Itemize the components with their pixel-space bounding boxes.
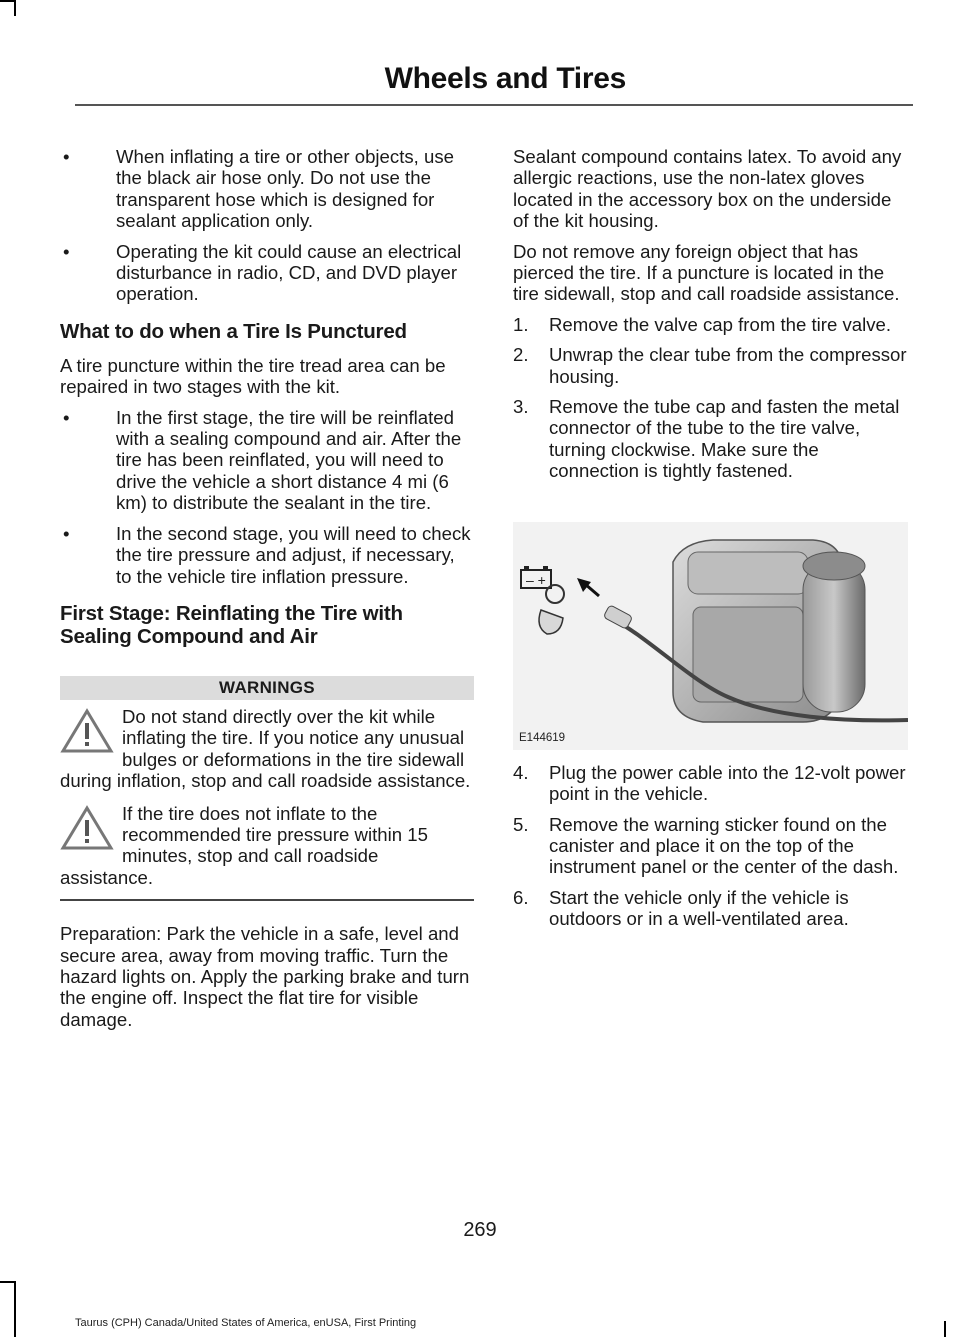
list-item [513, 762, 908, 805]
step-text: Remove the valve cap from the tire valve. [549, 313, 892, 335]
warnings-box [60, 676, 474, 901]
right-column [513, 146, 908, 939]
page-title: Wheels and Tires [384, 62, 626, 95]
crop-mark [944, 1321, 946, 1337]
compressor-illustration [513, 522, 908, 750]
warning-item [60, 803, 474, 889]
figure-code: E144619 [519, 732, 566, 745]
list-item: • When inflating a tire or other objects, use the black air hose only. Do not use the transparent hose which is designed for sealant application only. [60, 146, 474, 232]
section-heading: What to do when a Tire Is Punctured [60, 319, 407, 343]
footer-text: Taurus (CPH) Canada/United States of America, enUSA, First Printing [75, 1317, 417, 1329]
crop-mark [14, 1281, 16, 1337]
list-item [513, 814, 908, 878]
step-number: 4. [513, 761, 529, 783]
paragraph: A tire puncture within the tire tread area can be repaired in two stages with the kit. [60, 354, 446, 398]
left-column [60, 146, 474, 1039]
section-heading: First Stage: Reinflating the Tire with Sealing Compound and Air [60, 601, 403, 648]
header-divider [75, 104, 913, 106]
step-number: 3. [513, 396, 529, 418]
list-item [513, 314, 908, 335]
warnings-divider [60, 899, 474, 901]
list-item: • In the second stage, you will need to check the tire pressure and adjust, if necessary, to the vehicle tire inflation pressure. [60, 523, 474, 587]
step-text: Unwrap the clear tube from the compressor housing. [549, 344, 907, 387]
step-number: 6. [513, 886, 529, 908]
paragraph: Preparation: Park the vehicle in a safe, level and secure area, away from moving traffic. Turn the hazard lights on. Apply the parking brake and turn the engine off. Inspect the flat tire for visible damage. [60, 923, 470, 1030]
step-text: Plug the power cable into the 12-volt power point in the vehicle. [549, 761, 906, 805]
battery-label: – + [526, 571, 546, 588]
step-text: Remove the warning sticker found on the canister and place it on the top of the instrument panel or the center of the dash. [549, 813, 899, 878]
warnings-title: WARNINGS [60, 676, 474, 700]
warning-triangle-icon [60, 805, 114, 851]
paragraph: Do not remove any foreign object that has pierced the tire. If a puncture is located in the tire sidewall, stop and call roadside assistance. [513, 240, 900, 305]
crop-mark [0, 1281, 16, 1283]
numbered-list [513, 314, 908, 482]
warning-item [60, 706, 474, 792]
tire-sealant-compressor-icon [513, 522, 908, 750]
warning-triangle-icon [60, 708, 114, 754]
list-item: • In the first stage, the tire will be reinflated with a sealing compound and air. After the tire has been reinflated, you will need to drive the vehicle a short distance 4 mi (6 km) to distribute the sealant in the tire. [60, 407, 474, 514]
step-text: Remove the tube cap and fasten the metal connector of the tube to the tire valve, turning clockwise. Make sure the connection is tightly fastened. [549, 396, 900, 482]
step-number: 5. [513, 813, 529, 835]
list-item: • Operating the kit could cause an electrical disturbance in radio, CD, and DVD player operation. [60, 241, 474, 305]
page-number: 269 [463, 1219, 497, 1241]
bullet-list [60, 407, 474, 587]
crop-mark [14, 0, 16, 16]
warning-text: Do not stand directly over the kit while inflating the tire. If you notice any unusual bulges or deformations in the tire sidewall during inflation, stop and call roadside assistance. [60, 705, 471, 792]
step-text: Start the vehicle only if the vehicle is outdoors or in a well-ventilated area. [549, 886, 849, 930]
bullet-list [60, 146, 474, 305]
paragraph: Sealant compound contains latex. To avoid any allergic reactions, use the non-latex gloves located in the accessory box on the underside of the kit housing. [513, 146, 902, 232]
step-number: 2. [513, 344, 529, 366]
list-item [513, 344, 908, 387]
warning-text: If the tire does not inflate to the recommended tire pressure within 15 minutes, stop and call roadside assistance. [60, 802, 428, 888]
step-number: 1. [513, 313, 529, 335]
numbered-list [513, 762, 908, 930]
list-item [513, 396, 908, 482]
list-item [513, 887, 908, 930]
